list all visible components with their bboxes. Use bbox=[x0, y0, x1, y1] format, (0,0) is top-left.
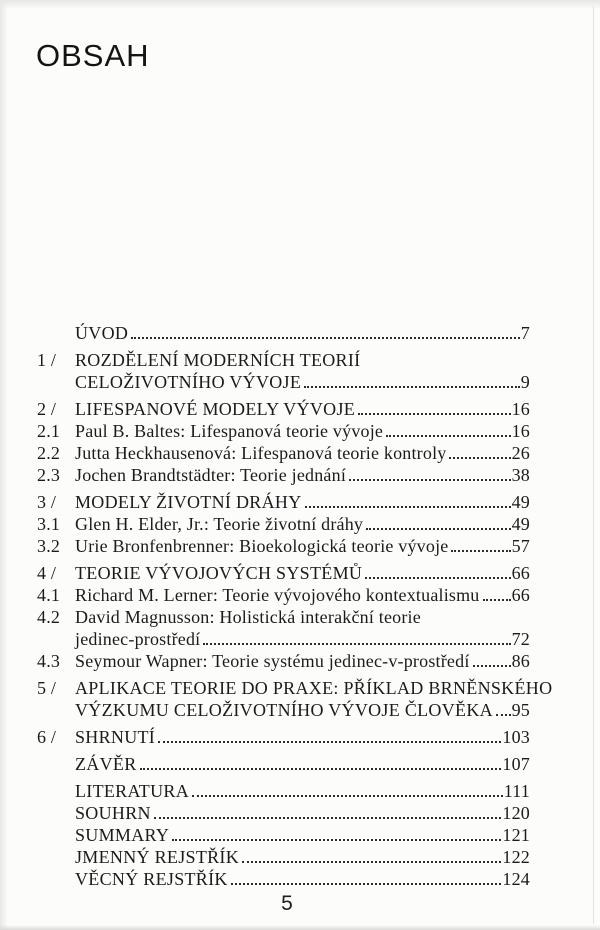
dot-leader bbox=[473, 665, 511, 667]
toc-entry bbox=[37, 398, 530, 420]
toc-entry-page: 57 bbox=[511, 536, 530, 556]
toc-entry-title: David Magnusson: Holistická interakční teorie bbox=[75, 607, 421, 627]
toc-entry-title: ROZDĚLENÍ MODERNÍCH TEORIÍ bbox=[75, 350, 361, 370]
toc-entry-number: 4 / bbox=[37, 563, 57, 583]
toc-entry-title: Jutta Heckhausenová: Lifespanová teorie kontroly bbox=[75, 443, 447, 463]
toc-entry-title: SUMMARY bbox=[75, 825, 170, 845]
toc-entry-title: Richard M. Lerner: Teorie vývojového kontextualismu bbox=[75, 585, 480, 605]
toc-entry-page: 111 bbox=[503, 781, 530, 801]
toc-entry-page: 72 bbox=[511, 629, 530, 649]
toc-entry-number: 5 / bbox=[37, 678, 57, 698]
dot-leader bbox=[386, 435, 510, 437]
toc-entry-page: 9 bbox=[520, 372, 530, 392]
toc-entry-title: TEORIE VÝVOJOVÝCH SYSTÉMŮ bbox=[75, 563, 363, 583]
toc-entry-number: 3.2 bbox=[37, 536, 61, 556]
toc-entry bbox=[37, 606, 530, 650]
toc-entry-page: 7 bbox=[520, 323, 530, 343]
toc-entry-title: Glen H. Elder, Jr.: Teorie životní dráhy bbox=[75, 514, 364, 534]
toc-entry-page: 124 bbox=[502, 869, 530, 889]
toc-entry bbox=[37, 513, 530, 535]
toc-entry bbox=[37, 535, 530, 557]
toc-entry bbox=[37, 846, 530, 868]
toc-entry-page: 107 bbox=[502, 754, 530, 774]
toc-entry bbox=[37, 584, 530, 606]
toc-entry-title: VĚCNÝ REJSTŘÍK bbox=[75, 869, 228, 889]
dot-leader bbox=[192, 795, 503, 797]
toc-entry-number: 4.3 bbox=[37, 651, 61, 671]
toc-entry bbox=[37, 677, 553, 721]
toc-entry-title: ÚVOD bbox=[75, 323, 129, 343]
table-of-contents bbox=[37, 322, 553, 890]
toc-entry bbox=[37, 726, 530, 748]
scan-edge-left bbox=[0, 0, 8, 930]
toc-entry-page: 103 bbox=[502, 727, 530, 747]
toc-entry-page: 26 bbox=[511, 443, 530, 463]
dot-leader bbox=[172, 839, 501, 841]
toc-entry bbox=[37, 420, 530, 442]
toc-entry-number: 6 / bbox=[37, 727, 57, 747]
toc-entry-page: 16 bbox=[511, 399, 530, 419]
toc-entry bbox=[37, 491, 530, 513]
dot-leader bbox=[154, 817, 502, 819]
toc-entry bbox=[37, 650, 530, 672]
toc-entry-number: 2.2 bbox=[37, 443, 61, 463]
toc-entry-number: 2 / bbox=[37, 399, 57, 419]
toc-entry-title: CELOŽIVOTNÍHO VÝVOJE bbox=[75, 372, 302, 392]
dot-leader bbox=[242, 861, 501, 863]
toc-entry-page: 122 bbox=[502, 847, 530, 867]
toc-entry-title: JMENNÝ REJSTŘÍK bbox=[75, 847, 240, 867]
toc-entry bbox=[37, 464, 530, 486]
toc-entry-page: 49 bbox=[511, 492, 530, 512]
toc-entry-title: Seymour Wapner: Teorie systému jedinec-v-prostředí bbox=[75, 651, 470, 671]
scan-edge-top bbox=[0, 0, 600, 9]
toc-entry bbox=[37, 753, 530, 775]
toc-entry-title: SHRNUTÍ bbox=[75, 727, 156, 747]
toc-entry-title: Urie Bronfenbrenner: Bioekologická teorie vývoje bbox=[75, 536, 449, 556]
toc-entry-title: Jochen Brandtstädter: Teorie jednání bbox=[75, 465, 347, 485]
page-number: 5 bbox=[281, 892, 293, 915]
toc-entry-page: 86 bbox=[511, 651, 530, 671]
dot-leader bbox=[203, 643, 510, 645]
toc-entry-title: APLIKACE TEORIE DO PRAXE: PŘÍKLAD BRNĚNSKÉHO bbox=[75, 678, 553, 698]
dot-leader bbox=[366, 528, 510, 530]
toc-entry bbox=[37, 322, 530, 344]
toc-entry-title: Paul B. Baltes: Lifespanová teorie vývoje bbox=[75, 421, 384, 441]
toc-entry-number: 2.3 bbox=[37, 465, 61, 485]
dot-leader bbox=[158, 741, 501, 743]
toc-entry-title: ZÁVĚR bbox=[75, 754, 137, 774]
toc-entry-number: 4.1 bbox=[37, 585, 61, 605]
toc-entry-title: LITERATURA bbox=[75, 781, 189, 801]
dot-leader bbox=[231, 883, 502, 885]
toc-entry-number bbox=[37, 322, 75, 344]
toc-entry-page: 66 bbox=[511, 563, 530, 583]
dot-leader bbox=[358, 413, 511, 415]
toc-entry-title: jedinec-prostředí bbox=[75, 629, 201, 649]
toc-entry-number: 2.1 bbox=[37, 421, 61, 441]
toc-entry-page: 95 bbox=[511, 700, 530, 720]
toc-entry-number bbox=[37, 753, 75, 775]
toc-entry-number bbox=[37, 802, 75, 824]
dot-leader bbox=[496, 714, 511, 716]
toc-entry-title: VÝZKUMU CELOŽIVOTNÍHO VÝVOJE ČLOVĚKA bbox=[75, 700, 493, 720]
dot-leader bbox=[349, 479, 511, 481]
scan-edge-right bbox=[593, 6, 594, 924]
dot-leader bbox=[483, 599, 511, 601]
toc-entry-page: 38 bbox=[511, 465, 530, 485]
toc-entry-page: 66 bbox=[511, 585, 530, 605]
page-title: OBSAH bbox=[36, 38, 150, 73]
toc-entry-page: 120 bbox=[502, 803, 530, 823]
toc-entry-number bbox=[37, 780, 75, 802]
toc-entry bbox=[37, 780, 530, 802]
toc-entry bbox=[37, 442, 530, 464]
dot-leader bbox=[140, 768, 502, 770]
toc-entry bbox=[37, 824, 530, 846]
dot-leader bbox=[451, 550, 510, 552]
toc-entry-number: 3 / bbox=[37, 492, 57, 512]
scan-edge-bottom bbox=[0, 925, 600, 930]
toc-entry-number: 4.2 bbox=[37, 607, 61, 627]
toc-entry-title: MODELY ŽIVOTNÍ DRÁHY bbox=[75, 492, 302, 512]
toc-entry-page: 121 bbox=[502, 825, 530, 845]
toc-entry-number bbox=[37, 846, 75, 868]
dot-leader bbox=[304, 386, 520, 388]
toc-entry-number bbox=[37, 824, 75, 846]
toc-entry bbox=[37, 802, 530, 824]
toc-entry bbox=[37, 349, 530, 393]
toc-entry-number: 1 / bbox=[37, 350, 57, 370]
toc-entry-title: SOUHRN bbox=[75, 803, 151, 823]
dot-leader bbox=[131, 337, 520, 339]
toc-entry bbox=[37, 868, 530, 890]
dot-leader bbox=[365, 577, 510, 579]
toc-entry-number: 3.1 bbox=[37, 514, 61, 534]
toc-entry-number bbox=[37, 868, 75, 890]
toc-entry-page: 16 bbox=[511, 421, 530, 441]
toc-entry bbox=[37, 562, 530, 584]
toc-entry-page: 49 bbox=[511, 514, 530, 534]
dot-leader bbox=[449, 457, 510, 459]
dot-leader bbox=[305, 506, 511, 508]
toc-entry-title: LIFESPANOVÉ MODELY VÝVOJE bbox=[75, 399, 356, 419]
